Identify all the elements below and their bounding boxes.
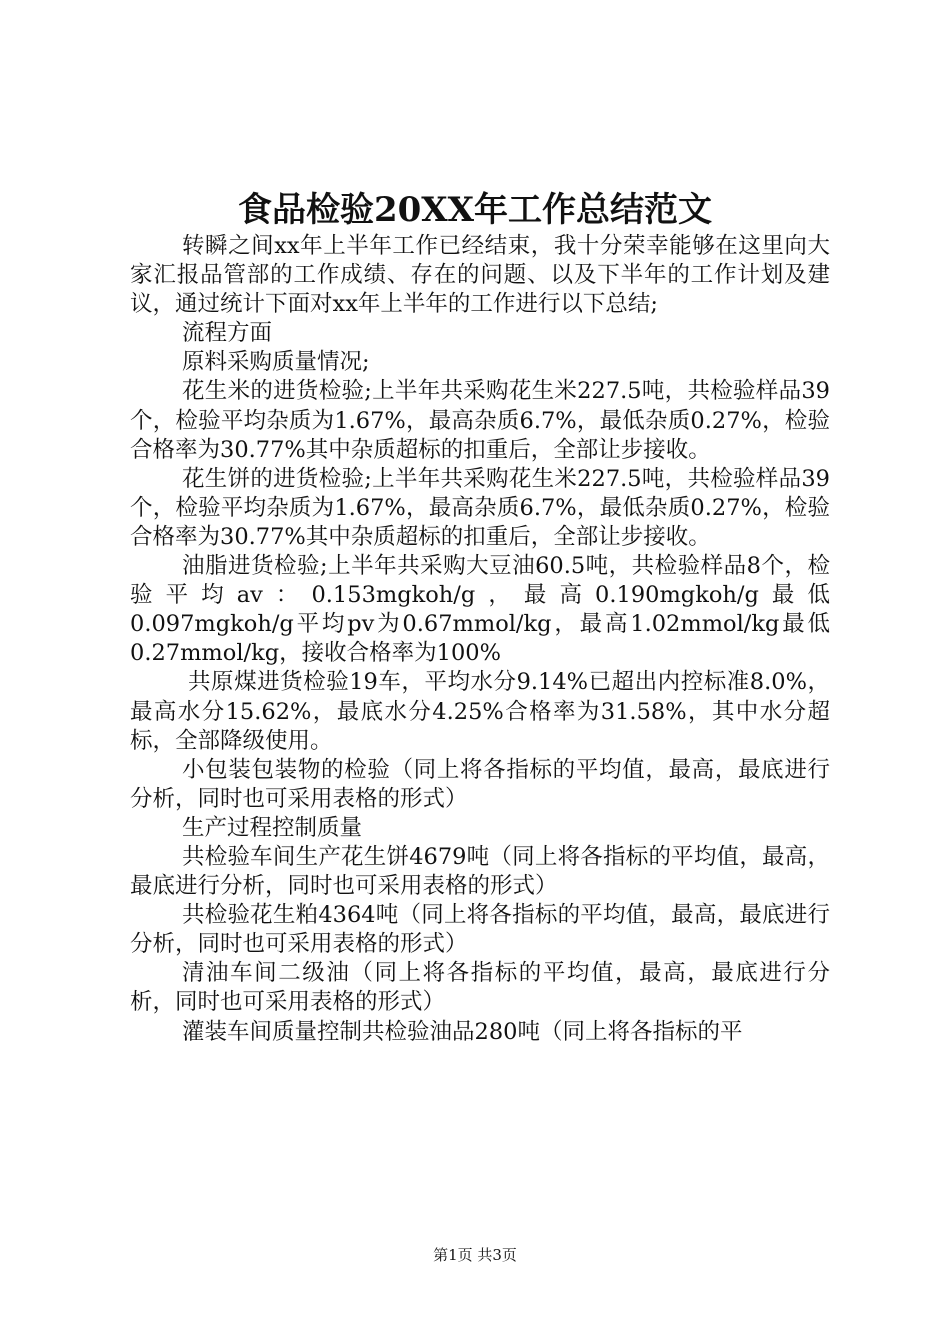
paragraph: 转瞬之间xx年上半年工作已经结束，我十分荣幸能够在这里向大家汇报品管部的工作成绩、存在的问题、以及下半年的工作计划及建议，通过统计下面对xx年上半年的工作进行以下总结; xyxy=(130,233,830,318)
paragraph: 流程方面 xyxy=(182,320,273,347)
document-title: 食品检验20XX年工作总结范文 xyxy=(237,190,713,230)
paragraph: 共检验车间生产花生饼4679吨（同上将各指标的平均值，最高，最底进行分析，同时也可采用表格的形式） xyxy=(130,843,830,900)
page-footer: 第1页 共3页 xyxy=(433,1246,517,1264)
paragraph: 共检验花生粕4364吨（同上将各指标的平均值，最高，最底进行分析，同时也可采用表格的形式） xyxy=(130,902,830,958)
paragraph: 花生米的进货检验;上半年共采购花生米227.5吨，共检验样品39个，检验平均杂质为1.67%，最高杂质6.7%，最低杂质0.27%，检验合格率为30.77%其中杂质超标的扣重后，全部让步接收。 xyxy=(130,378,830,463)
paragraph: 花生饼的进货检验;上半年共采购花生米227.5吨，共检验样品39个，检验平均杂质为1.67%，最高杂质6.7%，最低杂质0.27%，检验合格率为30.77%其中杂质超标的扣重后，全部让步接收。 xyxy=(130,465,830,550)
paragraph: 灌装车间质量控制共检验油品280吨（同上将各指标的平 xyxy=(182,1018,743,1045)
paragraph: 原料采购质量情况; xyxy=(182,349,370,376)
paragraph: 小包装包装物的检验（同上将各指标的平均值，最高，最底进行分析，同时也可采用表格的形式） xyxy=(130,756,830,812)
paragraph: 共原煤进货检验19车，平均水分9.14%已超出内控标准8.0%，最高水分15.62%，最底水分4.25%合格率为31.58%，其中水分超标，全部降级使用。 xyxy=(130,669,830,754)
paragraph: 生产过程控制质量 xyxy=(182,814,363,841)
paragraph: 油脂进货检验;上半年共采购大豆油60.5吨，共检验样品8个，检验平均av：0.153mgkoh/g，最高0.190mgkoh/g最低0.097mgkoh/g平均pv为0.67mmol/kg，最高1.02mmol/kg最低0.27mmol/kg，接收合格率为100% xyxy=(130,553,830,667)
paragraph: 清油车间二级油（同上将各指标的平均值，最高，最底进行分析，同时也可采用表格的形式） xyxy=(130,960,830,1016)
document-body xyxy=(130,232,830,1047)
